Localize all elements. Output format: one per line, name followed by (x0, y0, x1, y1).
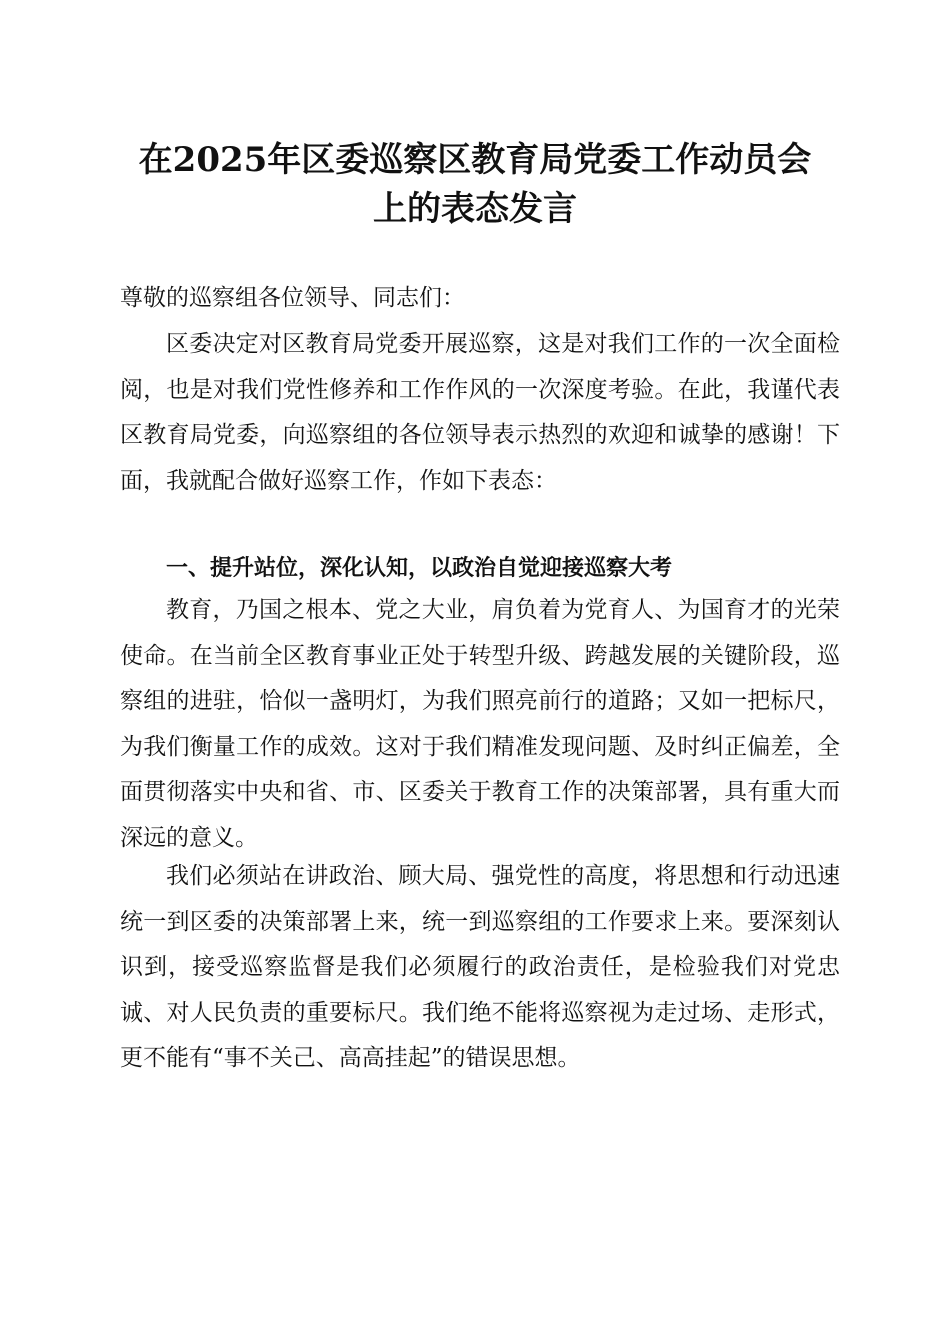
paragraph-political-responsibility: 我们必须站在讲政治、顾大局、强党性的高度，将思想和行动迅速统一到区委的决策部署上来，统一到巡察组的工作要求上来。要深刻认识到，接受巡察监督是我们必须履行的政治责任，是检验我们对党忠诚、对人民负责的重要标尺。我们绝不能将巡察视为走过场、走形式，更不能有“事不关己、高高挂起”的错误思想。 (120, 863, 840, 1071)
greeting: 尊敬的巡察组各位领导、同志们： (120, 285, 465, 311)
document-title-line-2: 上的表态发言 (373, 189, 577, 229)
paragraph-intro: 区委决定对区教育局党委开展巡察，这是对我们工作的一次全面检阅，也是对我们党性修养和工作作风的一次深度考验。在此，我谨代表区教育局党委，向巡察组的各位领导表示热烈的欢迎和诚挚的感谢！下面，我就配合做好巡察工作，作如下表态： (120, 331, 840, 494)
paragraph-education: 教育，乃国之根本、党之大业，肩负着为党育人、为国育才的光荣使命。在当前全区教育事业正处于转型升级、跨越发展的关键阶段，巡察组的进驻，恰似一盏明灯，为我们照亮前行的道路；又如一把标尺，为我们衡量工作的成效。这对于我们精准发现问题、及时纠正偏差，全面贯彻落实中央和省、市、区委关于教育工作的决策部署，具有重大而深远的意义。 (120, 597, 840, 851)
section-heading-1: 一、提升站位，深化认知，以政治自觉迎接巡察大考 (166, 556, 673, 581)
document-title-line-1: 在2025年区委巡察区教育局党委工作动员会 (138, 140, 812, 180)
